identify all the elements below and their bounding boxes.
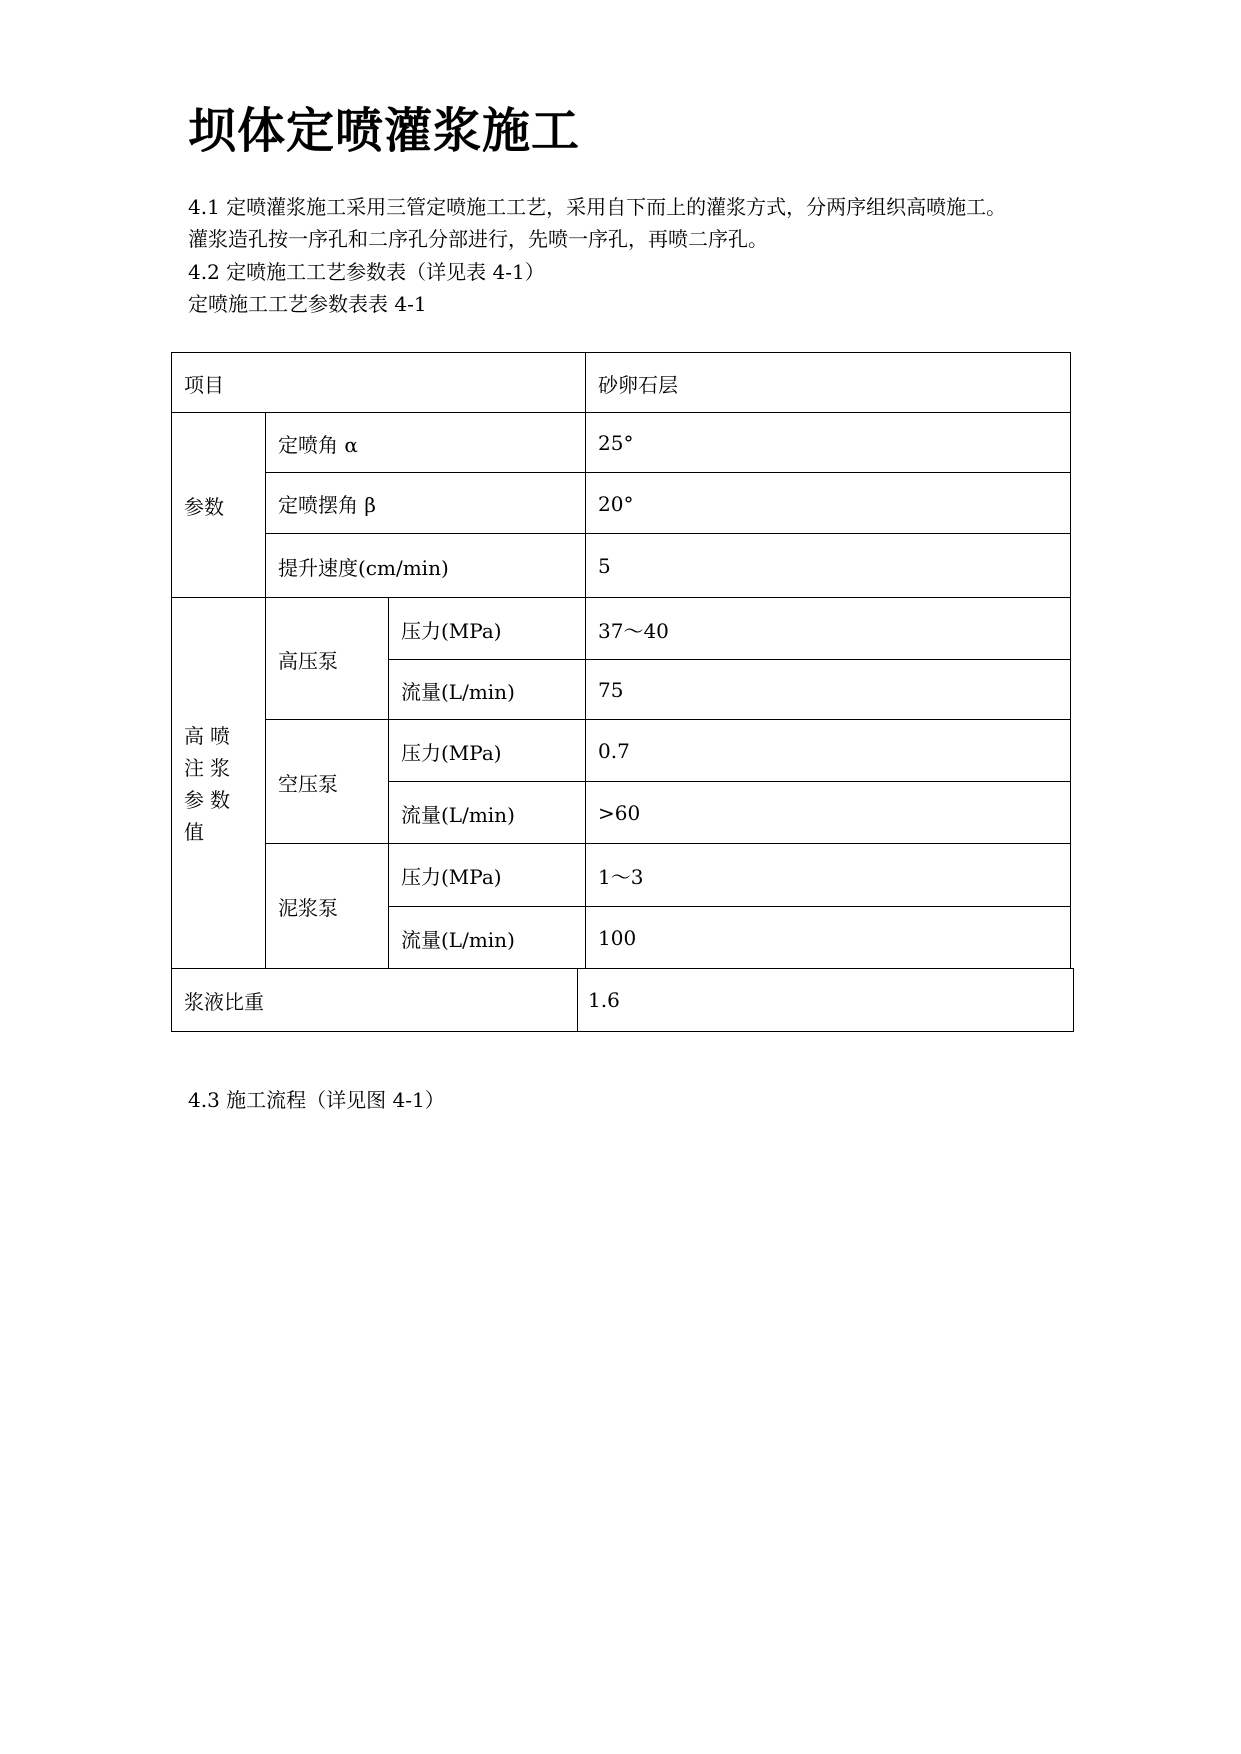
param-value: 25° xyxy=(598,431,634,455)
pump-row-value-cell xyxy=(585,906,1071,970)
grout-group-label: 高喷注浆参数值 xyxy=(184,723,236,844)
param-row-value-cell xyxy=(585,472,1071,535)
pump-row-value: 1～3 xyxy=(598,865,644,889)
param-row-value-cell xyxy=(585,412,1071,474)
header-item-label: 项目 xyxy=(184,372,224,397)
param-row-label-cell xyxy=(265,412,587,474)
paragraph-4-3: 4.3 施工流程（详见图 4-1） xyxy=(188,1088,445,1112)
pump-row-label-cell xyxy=(388,659,587,721)
pump-row-label: 流量(L/min) xyxy=(401,679,515,704)
page-title: 坝体定喷灌浆施工 xyxy=(188,103,581,159)
header-layer-cell xyxy=(585,352,1071,414)
pump-row-value: 0.7 xyxy=(598,739,630,763)
param-label: 提升速度(cm/min) xyxy=(278,555,449,580)
paragraph-4-1-continued: 灌浆造孔按一序孔和二序孔分部进行，先喷一序孔，再喷二序孔。 xyxy=(188,227,768,251)
density-value-cell xyxy=(577,968,1074,1032)
paragraph-4-1: 4.1 定喷灌浆施工采用三管定喷施工工艺，采用自下而上的灌浆方式，分两序组织高喷施工。 xyxy=(188,195,1007,219)
param-label: 定喷角 α xyxy=(278,432,358,457)
pump-row-label-cell xyxy=(388,781,587,845)
pump-row-value: 75 xyxy=(598,678,624,702)
pump-row-value: 100 xyxy=(598,926,637,950)
pump-row-value-cell xyxy=(585,843,1071,908)
pump-row-value-cell xyxy=(585,659,1071,721)
pump-row-value-cell xyxy=(585,719,1071,783)
pump-name: 泥浆泵 xyxy=(278,896,338,920)
pump-row-label: 流量(L/min) xyxy=(401,927,515,952)
param-row-label-cell xyxy=(265,533,587,599)
pump-row-label: 压力(MPa) xyxy=(401,865,502,889)
param-value: 20° xyxy=(598,491,634,516)
pump-row-value-cell xyxy=(585,781,1071,845)
pump-name-cell xyxy=(265,843,390,970)
pump-row-label: 压力(MPa) xyxy=(401,618,502,643)
pump-row-label-cell xyxy=(388,597,587,661)
pump-row-value: 37～40 xyxy=(598,618,669,643)
pump-row-value: >60 xyxy=(598,801,641,825)
pump-name-cell xyxy=(265,719,390,845)
pump-name: 空压泵 xyxy=(278,771,338,796)
grout-group-cell xyxy=(171,597,267,970)
density-label: 浆液比重 xyxy=(184,989,264,1014)
param-value: 5 xyxy=(598,554,611,578)
pump-row-label-cell xyxy=(388,843,587,908)
pump-row-label-cell xyxy=(388,719,587,783)
params-group-cell xyxy=(171,412,267,599)
param-row-label-cell xyxy=(265,472,587,535)
pump-row-value-cell xyxy=(585,597,1071,661)
header-item-cell xyxy=(171,352,587,414)
pump-name-cell xyxy=(265,597,390,721)
header-layer-label: 砂卵石层 xyxy=(598,372,678,397)
density-label-cell xyxy=(171,968,579,1032)
density-value: 1.6 xyxy=(588,988,620,1012)
table-caption: 定喷施工工艺参数表表 4-1 xyxy=(188,292,427,316)
pump-name: 高压泵 xyxy=(278,648,338,673)
pump-row-label: 压力(MPa) xyxy=(401,740,502,765)
pump-row-label-cell xyxy=(388,906,587,970)
pump-row-label: 流量(L/min) xyxy=(401,802,515,827)
paragraph-4-2: 4.2 定喷施工工艺参数表（详见表 4-1） xyxy=(188,260,545,284)
param-label: 定喷摆角 β xyxy=(278,493,376,517)
params-group-label: 参数 xyxy=(184,495,224,519)
param-row-value-cell xyxy=(585,533,1071,599)
